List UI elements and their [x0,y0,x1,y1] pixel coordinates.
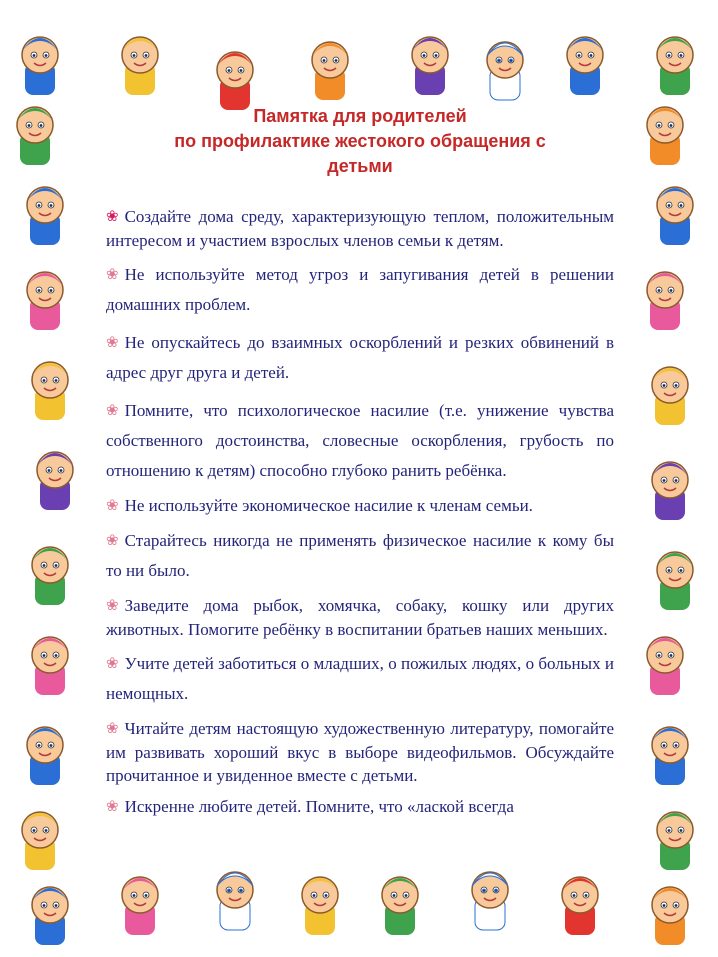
kid-figure [657,37,693,95]
kid-figure [27,272,63,330]
flower-bullet-icon: ❀ [106,721,119,737]
kid-figure [647,637,683,695]
flower-bullet-icon: ❀ [106,598,119,614]
kid-figure [412,37,448,95]
kid-figure [657,187,693,245]
flower-bullet-icon: ❀ [106,267,119,283]
flower-bullet-icon: ❀ [106,656,119,672]
kid-figure [562,877,598,935]
tip-item: ❀ Учите детей заботиться о младших, о пожилых людях, о больных и немощных. [106,649,614,709]
kid-figure [22,812,58,870]
kid-figure [567,37,603,95]
kid-figure [217,52,253,110]
kid-figure [302,877,338,935]
kid-figure [487,42,523,100]
tip-item: ❀ Читайте детям настоящую художественную литературу, помогайте им развивать хороший вкус в выборе видеофильмов. Обсуждайте прочитанное и увиденное вместе с детьми. [106,719,614,785]
kid-figure [657,552,693,610]
kid-figure [27,727,63,785]
tip-item: ❀ Не опускайтесь до взаимных оскорблений и резких обвинений в адрес друг друга и детей. [106,328,614,388]
title-line-3: детьми [327,156,393,176]
flower-bullet-icon: ❀ [106,799,119,815]
kid-figure [32,362,68,420]
tip-item: ❀ Старайтесь никогда не применять физическое насилие к кому бы то ни было. [106,526,614,586]
flower-bullet-icon: ❀ [106,498,119,514]
kid-figure [32,887,68,945]
tip-item: ❀ Помните, что психологическое насилие (т.е. унижение чувства собственного достоинства, словесные оскорбления, грубость по отношению к детям) способно глубоко ранить ребёнка. [106,396,614,486]
kid-figure [652,727,688,785]
kid-figure [22,37,58,95]
kid-figure [312,42,348,100]
kid-figure [647,107,683,165]
kid-figure [17,107,53,165]
tip-item: ❀ Не используйте метод угроз и запугивания детей в решении домашних проблем. [106,260,614,320]
tip-item: ❀ Создайте дома среду, характеризующую теплом, положительным интересом и участием взрослых членов семьи к детям. [106,207,614,250]
tip-item: ❀ Искренне любите детей. Помните, что «лаской всегда [106,795,614,819]
title-line-1: Памятка для родителей [253,106,467,126]
kid-figure [122,37,158,95]
kid-figure [657,812,693,870]
kid-figure [122,877,158,935]
kid-figure [32,547,68,605]
memo-content [106,104,614,842]
flower-bullet-icon: ❀ [106,533,119,549]
flower-bullet-icon: ❀ [106,335,119,351]
tip-item: ❀ Не используйте экономическое насилие к членам семьи. [106,494,614,518]
kid-figure [652,887,688,945]
kid-figure [37,452,73,510]
kid-figure [32,637,68,695]
flower-bullet-icon: ❀ [106,403,119,419]
kid-figure [217,872,253,930]
kid-figure [472,872,508,930]
kid-figure [652,367,688,425]
title-line-2: по профилактике жестокого обращения с [174,131,546,151]
kid-figure [647,272,683,330]
kid-figure [652,462,688,520]
tip-item: ❀ Заведите дома рыбок, хомячка, собаку, кошку или других животных. Помогите ребёнку в воспитании братьев наших меньших. [106,596,614,639]
memo-title [106,104,614,179]
kid-figure [382,877,418,935]
flower-bullet-icon: ❀ [106,209,119,225]
kid-figure [27,187,63,245]
